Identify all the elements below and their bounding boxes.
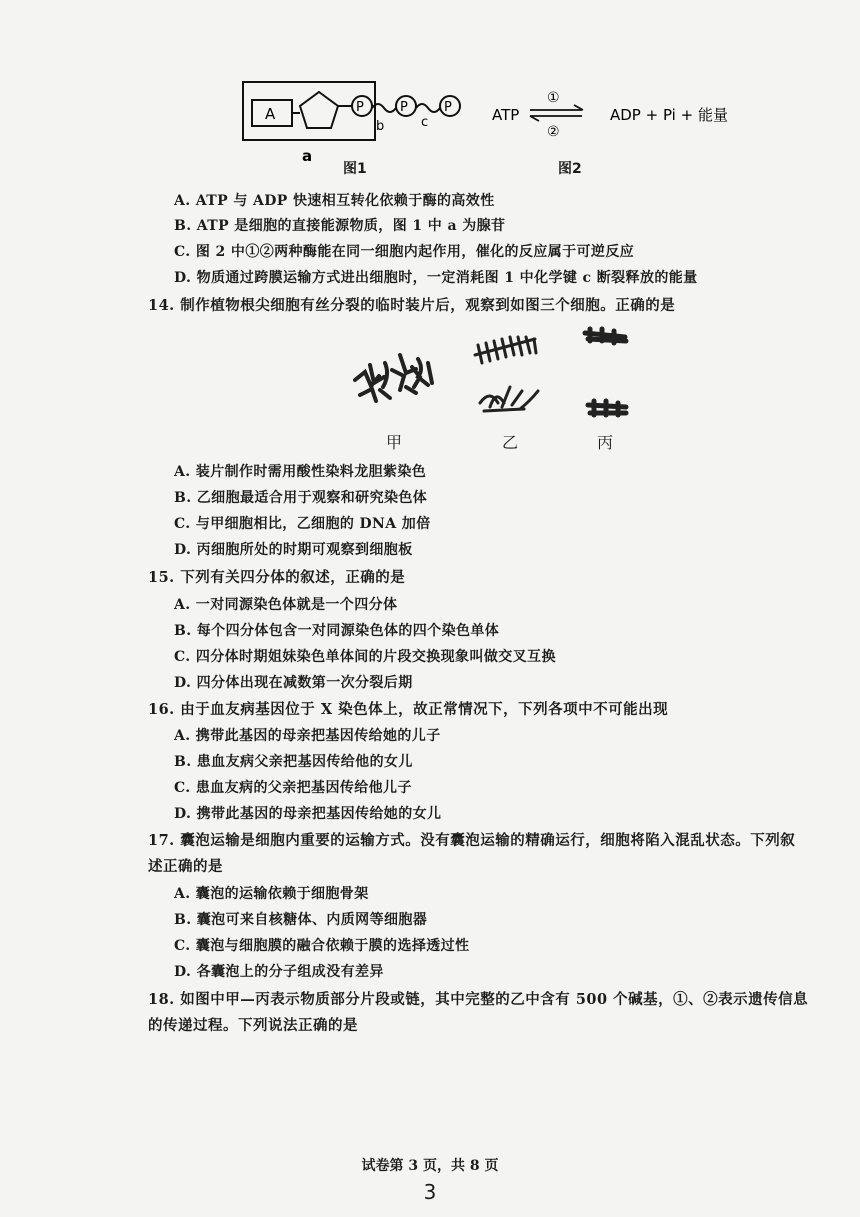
q13-option-d: D. 物质通过跨膜运输方式进出细胞时，一定消耗图 1 中化学键 c 断裂释放的能量 [174, 270, 698, 286]
q16-option-c: C. 患血友病的父亲把基因传给他儿子 [174, 780, 412, 796]
q18-stem-line-2: 的传递过程。下列说法正确的是 [148, 1017, 358, 1034]
q13-option-c: C. 图 2 中①②两种酶能在同一细胞内起作用，催化的反应属于可逆反应 [174, 244, 635, 260]
q14-stem: 14. 制作植物根尖细胞有丝分裂的临时装片后，观察到如图三个细胞。正确的是 [148, 297, 676, 314]
q15-option-d: D. 四分体出现在减数第一次分裂后期 [174, 675, 413, 691]
cell-yi-bottom-image [480, 387, 538, 411]
q18-stem-line-1: 18. 如图中甲—丙表示物质部分片段或链，其中完整的乙中含有 500 个碱基，①、②表示遗传信息 [148, 991, 809, 1008]
fig2-caption: 图2 [558, 161, 582, 177]
q17-option-c: C. 囊泡与细胞膜的融合依赖于膜的选择透过性 [174, 938, 470, 954]
atp-figures [230, 78, 750, 188]
q15-option-b: B. 每个四分体包含一对同源染色体的四个染色单体 [174, 623, 500, 639]
q14-option-b: B. 乙细胞最适合用于观察和研究染色体 [174, 490, 428, 506]
products-label: ADP + Pi + 能量 [610, 106, 728, 124]
adenine-letter: A [265, 105, 276, 123]
bond-c-label: c [421, 115, 429, 130]
ribose-pentagon [300, 92, 338, 128]
phosphate-1-label: P [356, 100, 364, 115]
q16-option-a: A. 携带此基因的母亲把基因传给她的儿子 [174, 728, 441, 744]
cell-label-jia: 甲 [386, 433, 403, 452]
q16-stem: 16. 由于血友病基因位于 X 染色体上，故正常情况下，下列各项中不可能出现 [148, 701, 669, 718]
cell-label-bing: 丙 [597, 433, 614, 452]
q16-option-b: B. 患血友病父亲把基因传给他的女儿 [174, 754, 413, 770]
q13-option-b: B. ATP 是细胞的直接能源物质，图 1 中 a 为腺苷 [174, 218, 506, 234]
cell-jia-image [355, 355, 432, 401]
phosphate-2-label: P [400, 100, 408, 115]
cell-yi-top-image [475, 337, 536, 363]
q17-stem-line-2: 述正确的是 [148, 858, 223, 875]
q15-stem: 15. 下列有关四分体的叙述，正确的是 [148, 569, 406, 586]
q17-stem-line-1: 17. 囊泡运输是细胞内重要的运输方式。没有囊泡运输的精确运行，细胞将陷入混乱状态。下列叙 [148, 832, 796, 849]
q14-option-a: A. 装片制作时需用酸性染料龙胆紫染色 [174, 464, 427, 480]
phosphate-3-label: P [444, 100, 452, 115]
atp-structure-diagram [230, 78, 750, 188]
cell-label-yi: 乙 [502, 433, 519, 452]
cell-bing-top-image [585, 329, 626, 343]
cell-bing-bottom-image [588, 401, 626, 415]
q17-option-b: B. 囊泡可来自核糖体、内质网等细胞器 [174, 912, 428, 928]
q15-option-c: C. 四分体时期姐妹染色单体间的片段交换现象叫做交叉互换 [174, 649, 556, 665]
page-footer: 试卷第 3 页，共 8 页 [361, 1158, 499, 1174]
atp-label: ATP [492, 106, 520, 124]
reaction-1-label: ① [547, 90, 560, 106]
reaction-2-label: ② [547, 124, 560, 140]
page-number: 3 [423, 1180, 437, 1204]
q13-option-a: A. ATP 与 ADP 快速相互转化依赖于酶的高效性 [174, 193, 495, 209]
bond-c [416, 104, 440, 112]
fig1-caption: 图1 [343, 161, 367, 177]
q17-option-a: A. 囊泡的运输依赖于细胞骨架 [174, 886, 369, 902]
q15-option-a: A. 一对同源染色体就是一个四分体 [174, 597, 398, 613]
q17-option-d: D. 各囊泡上的分子组成没有差异 [174, 964, 384, 980]
q16-option-d: D. 携带此基因的母亲把基因传给她的女儿 [174, 806, 442, 822]
q14-option-c: C. 与甲细胞相比，乙细胞的 DNA 加倍 [174, 516, 431, 532]
bond-b-label: b [376, 119, 385, 134]
label-a: a [302, 147, 313, 165]
cell-micrographs [340, 325, 640, 425]
q14-option-d: D. 丙细胞所处的时期可观察到细胞板 [174, 542, 413, 558]
